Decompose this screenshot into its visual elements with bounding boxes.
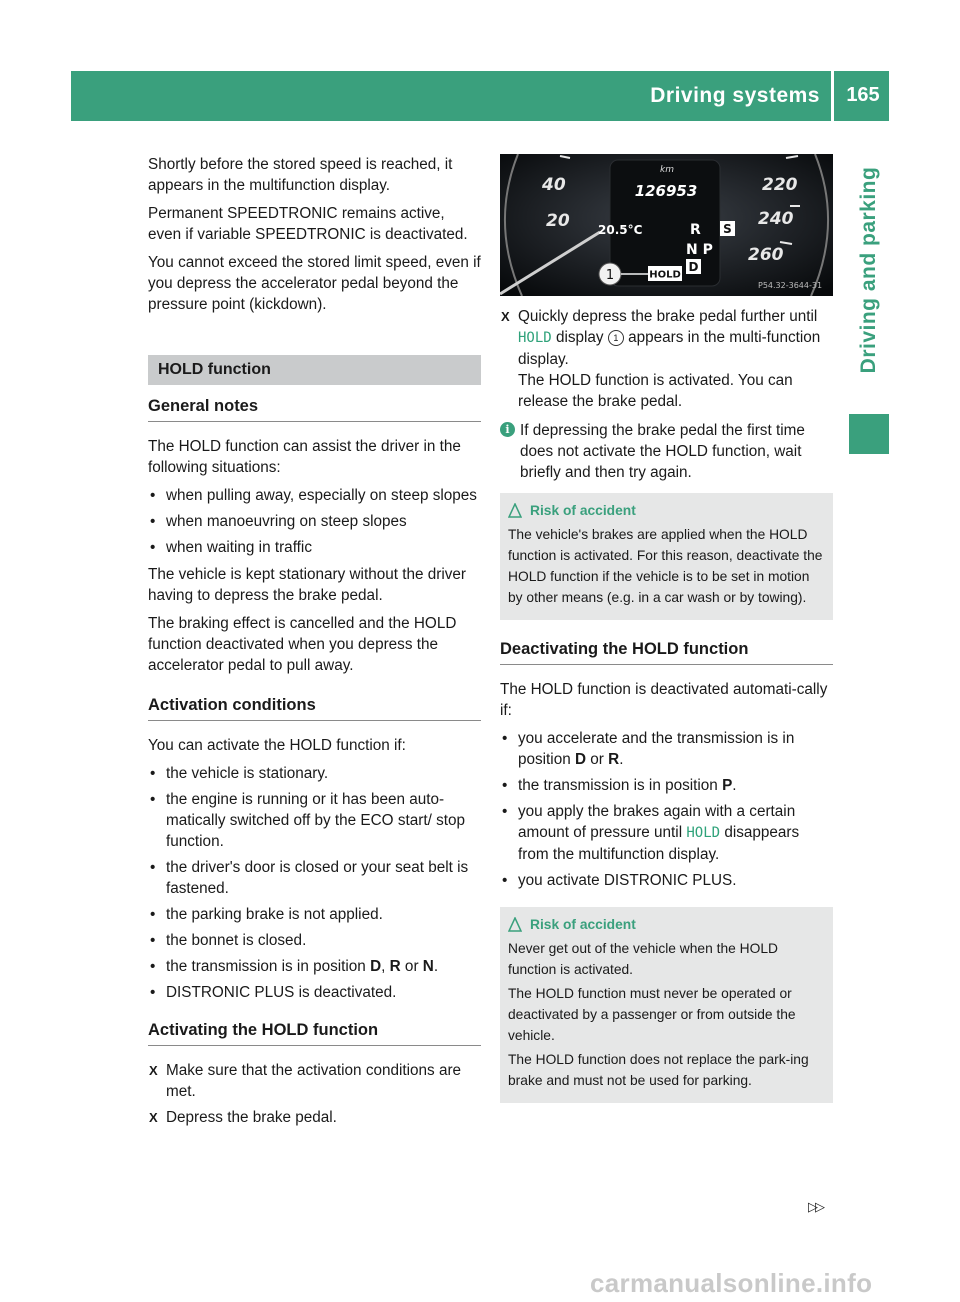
- warning-box: [500, 907, 833, 1103]
- warning-title: Risk of accident: [530, 503, 636, 518]
- callout-marker: 1: [608, 330, 624, 346]
- scale-label: 240: [758, 209, 794, 229]
- list-item: [500, 728, 833, 770]
- watermark: carmanualsonline.info: [590, 1268, 873, 1298]
- image-code: P54.32-3644-31: [758, 281, 823, 290]
- activation-conditions-heading: Activation conditions: [148, 694, 481, 721]
- gear-r: R: [608, 751, 620, 768]
- step-item: X Make sure that the activation conditions are met.: [148, 1060, 481, 1102]
- temperature-readout: 20.5°C: [598, 223, 643, 237]
- list-text: or: [586, 751, 609, 768]
- list-item: [500, 775, 833, 796]
- warning-text: The HOLD function must never be operated or deactivated by a passenger or from outside the vehicle.: [508, 986, 796, 1043]
- scale-label: 40: [542, 175, 566, 195]
- list-text: the transmission is in position: [518, 777, 723, 794]
- list-item: • the engine is running or it has been auto-matically switched off by the ECO start/ stop function.: [148, 789, 481, 852]
- steps-list: [148, 1060, 481, 1128]
- scale-label: 260: [748, 245, 784, 265]
- intro-paragraph: Permanent SPEEDTRONIC remains active, even if variable SPEEDTRONIC is deactivated.: [148, 205, 468, 243]
- list-item: • the bonnet is closed.: [148, 930, 481, 951]
- hold-display-glyph: HOLD: [686, 825, 721, 841]
- list-text: the transmission is in position: [166, 958, 371, 975]
- gear-indicator-d: D: [688, 260, 699, 274]
- warning-triangle-icon: [508, 503, 522, 518]
- list-item: • the vehicle is stationary.: [148, 763, 481, 784]
- left-column: [148, 154, 481, 1134]
- hold-display-glyph: HOLD: [518, 330, 552, 346]
- chapter-title: Driving systems: [650, 84, 820, 107]
- list-text: you accelerate and the transmission is in position: [518, 730, 795, 768]
- activating-heading: Activating the HOLD function: [148, 1019, 481, 1046]
- general-notes-intro: The HOLD function can assist the driver in the following situations:: [148, 438, 461, 476]
- next-page-icon: ▷▷: [808, 1199, 822, 1214]
- callout-number: 1: [605, 268, 615, 283]
- odometer-value: 126953: [634, 182, 698, 200]
- list-item: • the driver's door is closed or your seat belt is fastened.: [148, 857, 481, 899]
- situations-list: [148, 485, 481, 558]
- deactivation-list: [500, 728, 833, 891]
- gear-n: N: [422, 958, 434, 975]
- gear-r: R: [389, 958, 401, 975]
- step-result: The HOLD function is activated. You can release the brake pedal.: [518, 372, 793, 410]
- hold-indicator: HOLD: [649, 269, 681, 281]
- side-tab-marker: [849, 414, 889, 454]
- general-notes-heading: General notes: [148, 395, 481, 422]
- info-note: [500, 420, 833, 483]
- step-item: [500, 306, 833, 412]
- list-text: you apply the brakes again with a certain amount of pressure until: [518, 803, 796, 841]
- general-notes-paragraph: The braking effect is cancelled and the HOLD function deactivated when you depress the accelerator pedal to pull away.: [148, 615, 457, 674]
- scale-label: 20: [546, 211, 570, 231]
- gear-d: D: [574, 751, 587, 768]
- gear-p: P: [722, 777, 733, 794]
- list-item: • DISTRONIC PLUS is deactivated.: [148, 982, 481, 1003]
- intro-paragraph: Shortly before the stored speed is reached, it appears in the multifunction display.: [148, 156, 453, 194]
- list-text: or: [400, 958, 423, 975]
- gear-indicator-s: S: [723, 222, 732, 236]
- list-text: .: [619, 751, 624, 768]
- warning-heading: [508, 914, 826, 935]
- right-column: [500, 306, 833, 1121]
- list-item: • when waiting in traffic: [148, 537, 481, 558]
- warning-heading: [508, 500, 826, 521]
- conditions-list: [148, 763, 481, 1003]
- scale-label: 220: [762, 175, 798, 195]
- page-number: 165: [846, 84, 880, 106]
- list-item: • when pulling away, especially on steep slopes: [148, 485, 481, 506]
- warning-title: Risk of accident: [530, 917, 636, 932]
- list-text: .: [732, 777, 737, 794]
- intro-paragraph: You cannot exceed the stored limit speed, even if you depress the accelerator pedal beyond the pressure point (kickdown).: [148, 254, 481, 313]
- step-text: appears in the multi-function display.: [518, 329, 821, 368]
- step-text: display: [551, 329, 608, 346]
- list-item: • the parking brake is not applied.: [148, 904, 481, 925]
- warning-box: [500, 493, 833, 620]
- side-label: Driving and parking: [857, 166, 880, 374]
- gear-indicator-r: R: [690, 222, 701, 238]
- gear-d: D: [370, 958, 382, 975]
- info-icon: i: [500, 422, 515, 437]
- warning-text: Never get out of the vehicle when the HOLD function is activated.: [508, 941, 778, 977]
- step-item: X Depress the brake pedal.: [148, 1107, 481, 1128]
- warning-text: The HOLD function does not replace the park-ing brake and must not be used for parking.: [508, 1052, 809, 1088]
- list-item: • you activate DISTRONIC PLUS.: [500, 870, 833, 891]
- list-item: [500, 801, 833, 865]
- general-notes-paragraph: The vehicle is kept stationary without the driver having to depress the brake pedal.: [148, 566, 466, 604]
- step-text: Quickly depress the brake pedal further until: [518, 308, 818, 325]
- gear-indicator-np: N P: [686, 242, 713, 258]
- list-text: disappears from the multifunction display.: [518, 824, 800, 863]
- list-item: • when manoeuvring on steep slopes: [148, 511, 481, 532]
- deactivating-intro: The HOLD function is deactivated automati-cally if:: [500, 681, 828, 719]
- info-text: If depressing the brake pedal the first time does not activate the HOLD function, wait briefly and then try again.: [520, 422, 805, 481]
- warning-text: The vehicle's brakes are applied when the HOLD function is activated. For this reason, deactivate the HOLD function if the vehicle is to be set in motion by other means (e.g. in a car wash or by towing).: [508, 527, 823, 605]
- list-text: .: [433, 958, 439, 975]
- list-text: ,: [381, 958, 390, 975]
- deactivating-heading: Deactivating the HOLD function: [500, 638, 833, 665]
- list-item: [148, 956, 481, 977]
- odometer-unit: km: [660, 165, 674, 175]
- activation-intro: You can activate the HOLD function if:: [148, 737, 406, 754]
- warning-triangle-icon: [508, 917, 522, 932]
- instrument-cluster-image: [500, 154, 833, 296]
- steps-list: [500, 306, 833, 412]
- section-title: HOLD function: [148, 355, 481, 385]
- header-separator: [831, 71, 834, 121]
